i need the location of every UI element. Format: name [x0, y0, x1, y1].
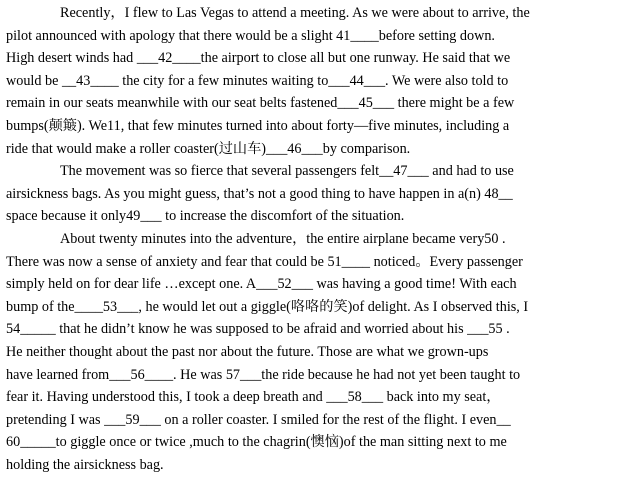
passage-line: Recently，I flew to Las Vegas to attend a meeting. As we were about to arrive, the: [60, 5, 530, 21]
passage-line: ride that would make a roller coaster(过山车)___46___by comparison.: [6, 140, 411, 157]
passage-line: pilot announced with apology that there would be a slight 41____before setting down.: [6, 27, 495, 44]
passage-line: He neither thought about the past nor about the future. Those are what we grown-ups: [6, 343, 489, 360]
passage-line: 54_____ that he didn’t know he was supposed to be afraid and worried about his ___55 .: [6, 321, 510, 338]
passage-line: holding the airsickness bag.: [6, 456, 164, 473]
passage-line: would be __43____ the city for a few minutes waiting to___44___. We were also told to: [6, 72, 509, 89]
passage-line: About twenty minutes into the adventure，the entire airplane became very50 .: [60, 230, 506, 247]
passage-line: fear it. Having understood this, I took a deep breath and ___58___ back into my seat，: [6, 389, 501, 406]
passage-line: airsickness bags. As you might guess, that’s not a good thing to have happen in a(n) 48__: [6, 185, 513, 202]
passage-line: High desert winds had ___42____the airport to close all but one runway. He said that we: [6, 50, 511, 67]
passage-line: simply held on for dear life …except one. A___52___ was having a good time! With each: [6, 276, 517, 293]
passage-line: bumps(颠簸). We11, that few minutes turned into about forty—five minutes, including a: [6, 117, 510, 134]
passage-line: space because it only49___ to increase the discomfort of the situation.: [6, 208, 405, 225]
passage-line: 60_____to giggle once or twice ,much to the chagrin(懊恼)of the man sitting next to me: [6, 434, 507, 451]
passage-line: pretending I was ___59___ on a roller coaster. I smiled for the rest of the flight. I even__: [6, 411, 511, 428]
passage-line: have learned from___56____. He was 57___the ride because he had not yet been taught to: [6, 366, 521, 383]
passage-line: There was now a sense of anxiety and fear that could be 51____ noticed。Every passenger: [6, 253, 523, 270]
passage-line: The movement was so fierce that several passengers felt__47___ and had to use: [60, 163, 514, 180]
passage-line: remain in our seats meanwhile with our seat belts fastened___45___ there might be a few: [6, 95, 515, 112]
passage-line: bump of the____53___, he would let out a giggle(咯咯的笑)of delight. As I observed this, I: [6, 298, 529, 315]
